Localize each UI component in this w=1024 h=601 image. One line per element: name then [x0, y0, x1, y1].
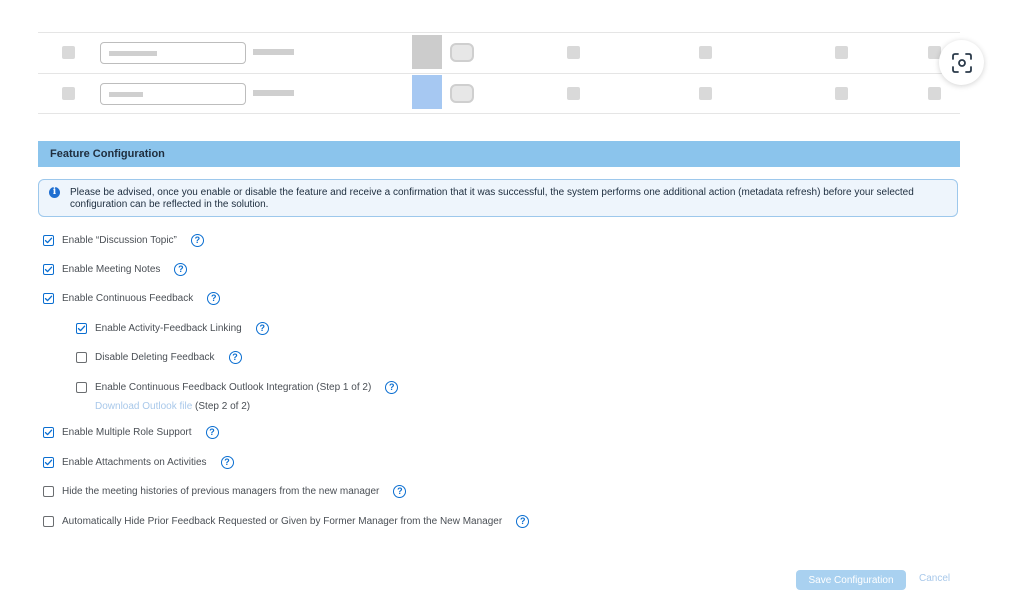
option-label: Enable Continuous Feedback Outlook Integration (Step 1 of 2) [95, 381, 372, 393]
checkbox[interactable] [43, 457, 54, 468]
row-select-checkbox[interactable] [62, 87, 75, 100]
option-meeting-notes [43, 260, 187, 278]
option-label: Enable Multiple Role Support [62, 426, 192, 438]
option-outlook-integration [76, 378, 398, 396]
help-icon[interactable]: ? [191, 234, 204, 247]
option-label: Disable Deleting Feedback [95, 351, 215, 363]
download-outlook-row [95, 401, 250, 412]
row-name-input[interactable] [100, 42, 246, 64]
download-outlook-link[interactable]: Download Outlook file [95, 401, 193, 412]
option-discussion-topic [43, 231, 204, 249]
option-label: Hide the meeting histories of previous managers from the new manager [62, 485, 380, 497]
help-icon[interactable]: ? [516, 515, 529, 528]
checkbox[interactable] [76, 352, 87, 363]
checkbox[interactable] [43, 235, 54, 246]
download-step-text: (Step 2 of 2) [192, 401, 251, 412]
row-text-placeholder [253, 49, 294, 55]
row-text-placeholder [253, 90, 294, 96]
row-cell-checkbox[interactable] [835, 87, 848, 100]
scan-button[interactable] [939, 40, 984, 85]
help-icon[interactable]: ? [256, 322, 269, 335]
option-disable-deleting-feedback [76, 348, 242, 366]
option-label: Enable Meeting Notes [62, 263, 161, 275]
checkbox[interactable] [43, 516, 54, 527]
checkmark-icon [77, 324, 86, 333]
row-color-swatch [412, 75, 442, 109]
checkmark-icon [44, 294, 53, 303]
checkbox[interactable] [76, 382, 87, 393]
checkbox[interactable] [43, 293, 54, 304]
row-cell-checkbox[interactable] [567, 87, 580, 100]
table-row [38, 32, 960, 74]
option-continuous-feedback [43, 289, 220, 307]
cancel-button[interactable]: Cancel [919, 573, 951, 584]
help-icon[interactable]: ? [393, 485, 406, 498]
help-icon[interactable]: ? [174, 263, 187, 276]
row-toggle[interactable] [450, 43, 474, 62]
option-hide-meeting-histories [43, 482, 406, 500]
row-select-checkbox[interactable] [62, 46, 75, 59]
help-icon[interactable]: ? [206, 426, 219, 439]
row-cell-checkbox[interactable] [567, 46, 580, 59]
section-header [38, 141, 960, 167]
option-label: Automatically Hide Prior Feedback Requested or Given by Former Manager from the New Manager [62, 515, 503, 527]
row-cell-checkbox[interactable] [835, 46, 848, 59]
checkmark-icon [44, 265, 53, 274]
option-label: Enable Activity-Feedback Linking [95, 322, 242, 334]
checkbox[interactable] [43, 427, 54, 438]
option-activity-feedback-linking [76, 319, 269, 337]
checkmark-icon [44, 428, 53, 437]
row-toggle[interactable] [450, 84, 474, 103]
scan-icon [951, 52, 973, 74]
checkbox[interactable] [43, 264, 54, 275]
row-cell-checkbox[interactable] [699, 87, 712, 100]
option-label: Enable “Discussion Topic” [62, 234, 177, 246]
section-title: Feature Configuration [50, 148, 165, 160]
row-cell-checkbox[interactable] [699, 46, 712, 59]
help-icon[interactable]: ? [221, 456, 234, 469]
row-color-swatch [412, 35, 442, 69]
row-cell-checkbox[interactable] [928, 87, 941, 100]
option-label: Enable Continuous Feedback [62, 292, 194, 304]
help-icon[interactable]: ? [229, 351, 242, 364]
row-name-input[interactable] [100, 83, 246, 105]
checkbox[interactable] [43, 486, 54, 497]
option-multiple-role-support [43, 423, 219, 441]
info-icon: i [49, 187, 60, 198]
option-label: Enable Attachments on Activities [62, 456, 207, 468]
checkmark-icon [44, 458, 53, 467]
help-icon[interactable]: ? [385, 381, 398, 394]
info-message-strip [38, 179, 958, 217]
option-hide-prior-feedback [43, 512, 529, 530]
option-attachments-on-activities [43, 453, 234, 471]
help-icon[interactable]: ? [207, 292, 220, 305]
checkbox[interactable] [76, 323, 87, 334]
checkmark-icon [44, 236, 53, 245]
save-configuration-button[interactable]: Save Configuration [796, 570, 906, 590]
info-message-text: Please be advised, once you enable or disable the feature and receive a confirmation that it was successful, the system performs one additional action (metadata refresh) before your selected configuration can be reflected in the solution. [70, 187, 914, 210]
table-row [38, 73, 960, 114]
